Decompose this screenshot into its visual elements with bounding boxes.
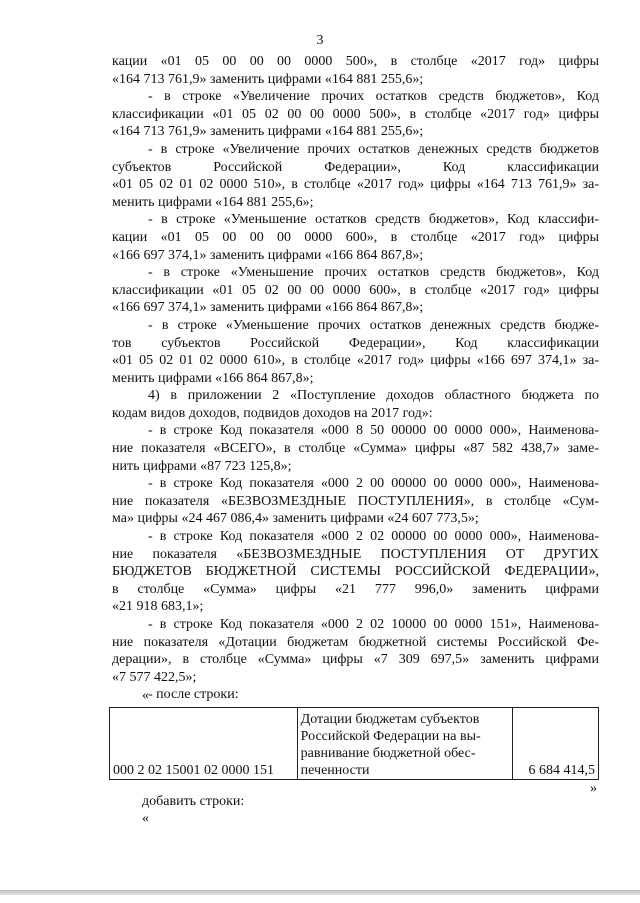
text-line: ние показателя «БЕЗВОЗМЕЗДНЫЕ ПОСТУПЛЕНИЯ», в столбце «Сум- (112, 493, 599, 509)
document-body (112, 53, 599, 704)
text-line: «164 713 761,9» заменить цифрами «164 881 255,6»; (112, 124, 424, 140)
text-line: «01 05 02 01 02 0000 610», в столбце «2017 год» цифры «166 697 374,1» за- (112, 353, 599, 369)
text-line: - после строки: (148, 687, 239, 703)
table-cell-name-lines (301, 711, 510, 779)
opening-quote-2: « (142, 811, 149, 826)
table-name-line: Российской Федерации на вы- (300, 729, 481, 744)
text-line: «166 697 374,1» заменить цифрами «166 864 867,8»; (112, 247, 424, 263)
text-line: субъектов Российской Федерации», Код классификации (112, 159, 599, 175)
text-line: ние показателя «БЕЗВОЗМЕЗДНЫЕ ПОСТУПЛЕНИЯ ОТ ДРУГИХ (112, 546, 599, 562)
text-line: ма» цифры «24 467 086,4» заменить цифрами «24 607 773,5»; (112, 511, 479, 527)
text-line: - в строке «Уменьшение прочих остатков денежных средств бюдже- (148, 317, 599, 333)
table-cell-amount: 6 684 414,5 (513, 708, 599, 780)
text-line: кации «01 05 00 00 00 0000 600», в столбце «2017 год» цифры (112, 229, 599, 245)
text-line: ние показателя «Дотации бюджетам бюджетной системы Российской Фе- (112, 634, 599, 650)
text-line: в столбце «Сумма» цифры «21 777 996,0» заменить цифрами (112, 581, 599, 597)
text-line: «01 05 02 01 02 0000 510», в столбце «2017 год» цифры «164 713 761,9» за- (112, 177, 599, 193)
text-line: дерации», в столбце «Сумма» цифры «7 309 697,5» заменить цифрами (112, 652, 599, 668)
text-line: - в строке «Увеличение прочих остатков средств бюджетов», Код (148, 89, 599, 105)
text-line: ние показателя «ВСЕГО», в столбце «Сумма» цифры «87 582 438,7» заме- (112, 441, 599, 457)
text-line: менить цифрами «164 881 255,6»; (112, 194, 314, 210)
opening-quote: « (142, 688, 149, 703)
table-name-line: равнивание бюджетной обес- (300, 746, 476, 761)
add-rows-label: добавить строки: (142, 794, 245, 809)
closing-quote: » (590, 781, 597, 796)
text-line: - в строке Код показателя «000 8 50 00000 00 0000 000», Наименова- (148, 423, 599, 439)
text-line: классификации «01 05 02 00 00 0000 500», в столбце «2017 год» цифры (112, 106, 599, 122)
text-line: «7 577 422,5»; (112, 669, 197, 685)
text-line: менить цифрами «166 864 867,8»; (112, 370, 314, 386)
text-line: кации «01 05 00 00 00 0000 500», в столбце «2017 год» цифры (112, 54, 599, 69)
budget-table (109, 707, 599, 780)
text-line: - в строке Код показателя «000 2 00 00000 00 0000 000», Наименова- (148, 476, 599, 492)
text-line: «21 918 683,1»; (112, 599, 204, 615)
table-name-line: печенности (300, 763, 370, 778)
text-line: 4) в приложении 2 «Поступление доходов областного бюджета по (148, 388, 599, 404)
text-line: - в строке «Уменьшение остатков средств бюджетов», Код классифи- (148, 212, 599, 228)
text-line: кодам видов доходов, подвидов доходов на 2017 год»: (112, 405, 433, 421)
text-line: «166 697 374,1» заменить цифрами «166 864 867,8»; (112, 300, 424, 316)
footer-divider (0, 890, 640, 895)
text-line: - в строке Код показателя «000 2 02 00000 00 0000 000», Наименова- (148, 529, 599, 545)
text-line: - в строке «Уменьшение прочих остатков средств бюджетов», Код (148, 265, 599, 281)
text-line: тов субъектов Российской Федерации», Код классификации (112, 335, 599, 351)
text-line: - в строке Код показателя «000 2 02 10000 00 0000 151», Наименова- (148, 617, 599, 632)
table-cell-name (297, 708, 513, 780)
text-line: - в строке «Увеличение прочих остатков денежных средств бюджетов (148, 141, 599, 157)
text-line: нить цифрами «87 723 125,8»; (112, 458, 292, 474)
table-cell-code: 000 2 02 15001 02 0000 151 (110, 708, 298, 780)
table-row (110, 708, 599, 780)
text-line: БЮДЖЕТОВ БЮДЖЕТНОЙ СИСТЕМЫ РОССИЙСКОЙ ФЕДЕРАЦИИ», (112, 564, 599, 580)
text-line: «164 713 761,9» заменить цифрами «164 881 255,6»; (112, 71, 424, 87)
text-line: классификации «01 05 02 00 00 0000 600», в столбце «2017 год» цифры (112, 282, 599, 298)
table-name-line: Дотации бюджетам субъектов (300, 712, 480, 727)
page-number: 3 (316, 33, 324, 48)
